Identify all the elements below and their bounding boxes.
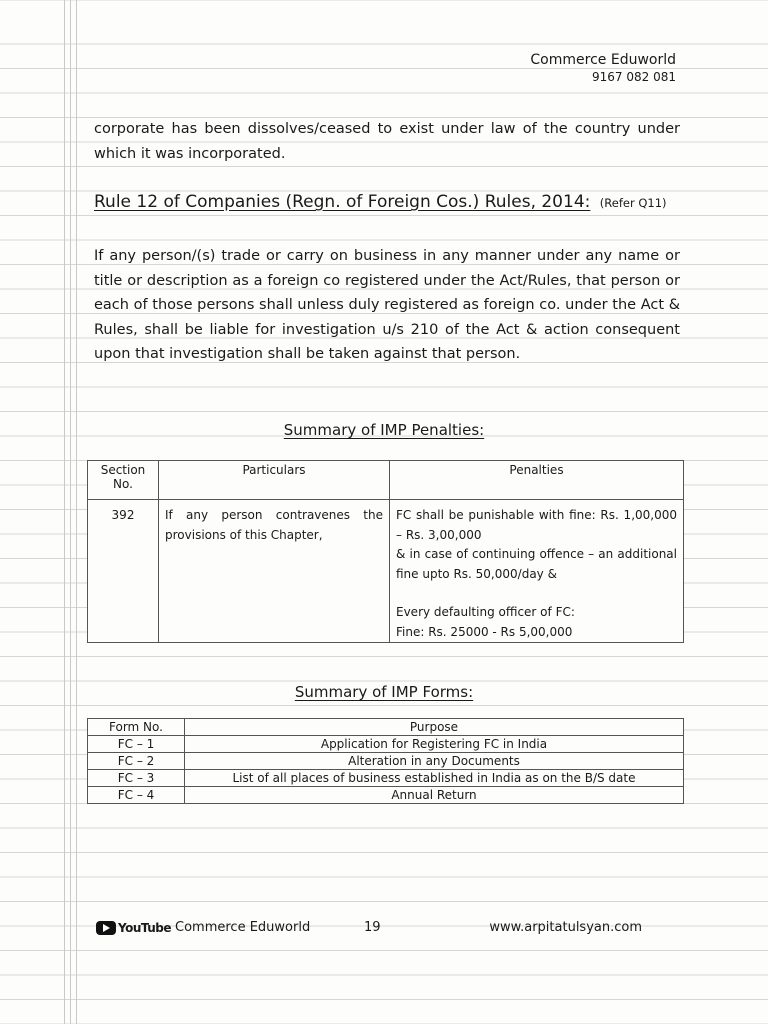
forms-table	[87, 718, 684, 804]
paragraph-continuation: corporate has been dissolves/ceased to exist under law of the country under which it was incorporated.	[94, 121, 680, 162]
page-number: 19	[364, 920, 381, 935]
section-cell: 392	[88, 500, 159, 643]
form-no-cell: FC – 2	[88, 753, 185, 770]
rule-reference: (Refer Q11)	[599, 196, 667, 210]
page-header	[530, 52, 676, 84]
purpose-cell: Application for Registering FC in India	[185, 736, 684, 753]
purpose-cell: Annual Return	[185, 787, 684, 804]
purpose-cell: List of all places of business established in India as on the B/S date	[185, 770, 684, 787]
table-row	[88, 787, 684, 804]
table-row	[88, 753, 684, 770]
form-no-header: Form No.	[88, 719, 185, 736]
youtube-icon	[96, 921, 116, 935]
youtube-wordmark: YouTube	[118, 920, 172, 935]
purpose-cell: Alteration in any Documents	[185, 753, 684, 770]
section-header: Section No.	[88, 461, 159, 500]
penalty-line: & in case of continuing offence – an additional fine upto Rs. 50,000/day &	[396, 547, 677, 581]
margin-line	[76, 0, 77, 1024]
rule-text: If any person/(s) trade or carry on business in any manner under any name or title or description as a foreign co registered under the Act/Rules, that person or each of those persons shall unless duly registered as foreign co. under the Act & Rules, shall be liable for investigation u/s 210 of the Act & action consequent upon that investigation shall be taken against that person.	[94, 248, 680, 363]
brand-name: Commerce Eduworld	[530, 52, 676, 68]
penalty-cell	[390, 500, 684, 643]
table-row	[88, 500, 684, 643]
forms-title: Summary of IMP Forms:	[294, 683, 474, 701]
particulars-cell: If any person contravenes the provisions of this Chapter,	[159, 500, 390, 643]
form-no-cell: FC – 1	[88, 736, 185, 753]
rule-heading	[94, 192, 667, 212]
penalty-line: Every defaulting officer of FC:	[396, 605, 575, 619]
form-no-cell: FC – 4	[88, 787, 185, 804]
website-url: www.arpitatulsyan.com	[489, 920, 642, 935]
penalties-header: Penalties	[390, 461, 684, 500]
table-header-row	[88, 719, 684, 736]
rule-title: Rule 12 of Companies (Regn. of Foreign Cos.) Rules, 2014:	[94, 192, 591, 212]
purpose-header: Purpose	[185, 719, 684, 736]
margin-line	[64, 0, 65, 1024]
particulars-header: Particulars	[159, 461, 390, 500]
penalty-line: Fine: Rs. 25000 - Rs 5,00,000	[396, 624, 573, 639]
penalty-line: FC shall be punishable with fine: Rs. 1,00,000 – Rs. 3,00,000	[396, 508, 677, 542]
phone-number: 9167 082 081	[592, 70, 676, 84]
table-row	[88, 736, 684, 753]
penalties-table	[87, 460, 684, 643]
table-header-row	[88, 461, 684, 500]
penalties-title: Summary of IMP Penalties:	[283, 421, 485, 439]
youtube-channel	[96, 920, 310, 935]
channel-name: Commerce Eduworld	[175, 920, 311, 935]
margin-line	[70, 0, 71, 1024]
form-no-cell: FC – 3	[88, 770, 185, 787]
table-row	[88, 770, 684, 787]
